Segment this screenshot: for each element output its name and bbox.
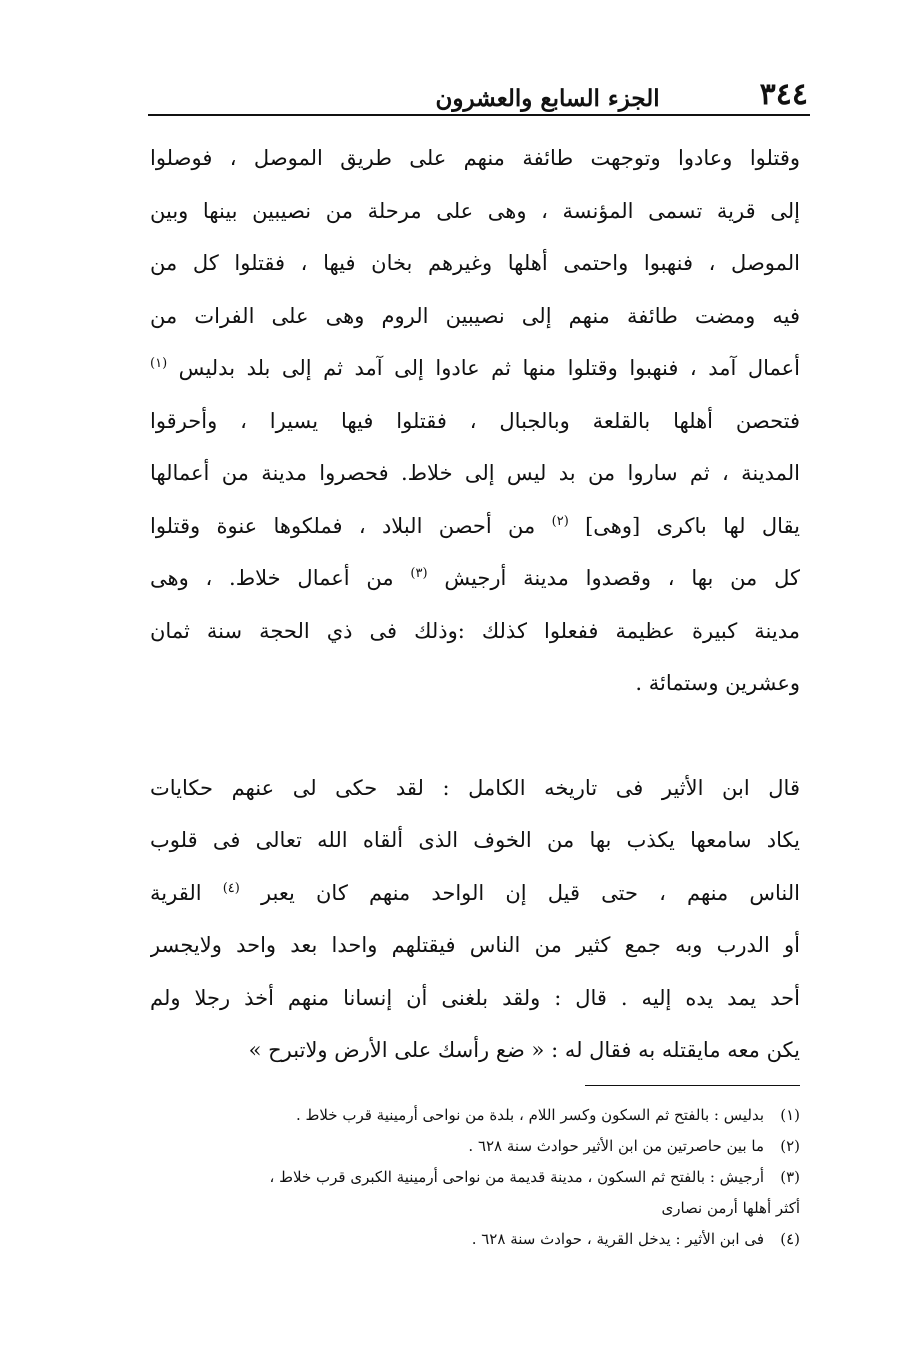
footnote-text: فى ابن الأثير : يدخل القرية ، حوادث سنة ٦٢٨ . bbox=[471, 1230, 764, 1248]
footnote-number: (١) bbox=[780, 1106, 800, 1124]
footnote-rule bbox=[585, 1085, 800, 1086]
footnote bbox=[150, 1131, 800, 1162]
body-text bbox=[150, 132, 800, 1077]
line-text-continued: من أحصن البلاد ، فملكوها عنوة وقتلوا bbox=[150, 513, 536, 538]
footnote-number: (٣) bbox=[780, 1168, 800, 1186]
line-text-continued: من أعمال خلاط. ، وهى bbox=[150, 566, 394, 590]
line-text: يقال لها باكرى [وهى] bbox=[585, 513, 800, 538]
paragraph bbox=[150, 762, 800, 1077]
footnote bbox=[150, 1162, 800, 1193]
text-line: وعشرين وستمائة . bbox=[635, 671, 800, 695]
text-line: المدينة ، ثم ساروا من بد ليس إلى خلاط. فحصروا مدينة من أعمالها bbox=[150, 461, 800, 485]
footnote-continuation: أكثر أهلها أرمن نصارى bbox=[661, 1199, 800, 1217]
footnote bbox=[150, 1100, 800, 1131]
text-line: يكاد سامعها يكذب بها من الخوف الذى ألقاه الله تعالى فى قلوب bbox=[150, 828, 800, 852]
header-rule bbox=[148, 114, 810, 116]
text-line: مدينة كبيرة عظيمة ففعلوا كذلك :وذلك فى ذي الحجة سنة ثمان bbox=[150, 618, 800, 643]
footnotes bbox=[150, 1100, 800, 1255]
footnote-number: (٢) bbox=[780, 1137, 800, 1155]
footnote-reference: (٤) bbox=[222, 880, 240, 896]
text-line: إلى قرية تسمى المؤنسة ، وهى على مرحلة من نصيبين بينها وبين bbox=[150, 198, 800, 223]
text-line: الموصل ، فنهبوا واحتمى أهلها وغيرهم بخان فيها ، فقتلوا كل من bbox=[150, 251, 800, 275]
footnote-number: (٤) bbox=[780, 1230, 800, 1248]
text-line: أحد يمد يده إليه . قال : ولقد بلغنى أن إنسانا منهم أخذ رجلا ولم bbox=[150, 985, 800, 1010]
line-text: كل من بها ، وقصدوا مدينة أرجيش bbox=[444, 566, 800, 590]
line-text: أعمال آمد ، فنهبوا وقتلوا منها ثم عادوا إلى آمد ثم إلى بلد بدليس bbox=[178, 356, 800, 380]
footnote-text: بدليس : بالفتح ثم السكون وكسر اللام ، بلدة من نواحى أرمينية قرب خلاط . bbox=[295, 1106, 764, 1124]
footnote-reference: (١) bbox=[150, 356, 168, 371]
footnote-text: أرجيش : بالفتح ثم السكون ، مدينة قديمة من نواحى أرمينية الكبرى قرب خلاط ، bbox=[269, 1168, 764, 1186]
text-line: فتحصن أهلها بالقلعة وبالجبال ، فقتلوا فيها يسيرا ، وأحرقوا bbox=[150, 408, 800, 433]
footnote bbox=[150, 1224, 800, 1255]
text-line: فيه ومضت طائفة منهم إلى نصيبين الروم وهى على الفرات من bbox=[150, 303, 800, 328]
text-line: قال ابن الأثير فى تاريخه الكامل : لقد حكى لى عنهم حكايات bbox=[150, 775, 800, 800]
text-line bbox=[150, 342, 800, 395]
paragraph bbox=[150, 132, 800, 710]
text-line: أو الدرب وبه جمع كثير من الناس فيقتلهم واحدا بعد واحد ولايجسر bbox=[150, 933, 800, 957]
footnote-reference: (٣) bbox=[410, 566, 428, 581]
text-line bbox=[150, 552, 800, 605]
page-header bbox=[148, 62, 808, 112]
footnote-reference: (٢) bbox=[551, 513, 569, 529]
text-line: وقتلوا وعادوا وتوجهت طائفة منهم على طريق الموصل ، فوصلوا bbox=[150, 146, 800, 170]
page-number: ٣٤٤ bbox=[759, 77, 808, 112]
line-text: الناس منهم ، حتى قيل إن الواحد منهم كان يعبر bbox=[260, 880, 800, 905]
line-text-continued: القرية bbox=[150, 880, 202, 905]
text-line bbox=[150, 867, 800, 920]
footnote-text: ما بين حاصرتين من ابن الأثير حوادث سنة ٦٢٨ . bbox=[468, 1137, 764, 1155]
text-line: يكن معه مايقتله به فقال له : « ضع رأسك على الأرض ولاتبرح » bbox=[248, 1038, 800, 1062]
text-line bbox=[150, 500, 800, 553]
running-title: الجزء السابع والعشرون bbox=[435, 85, 660, 112]
